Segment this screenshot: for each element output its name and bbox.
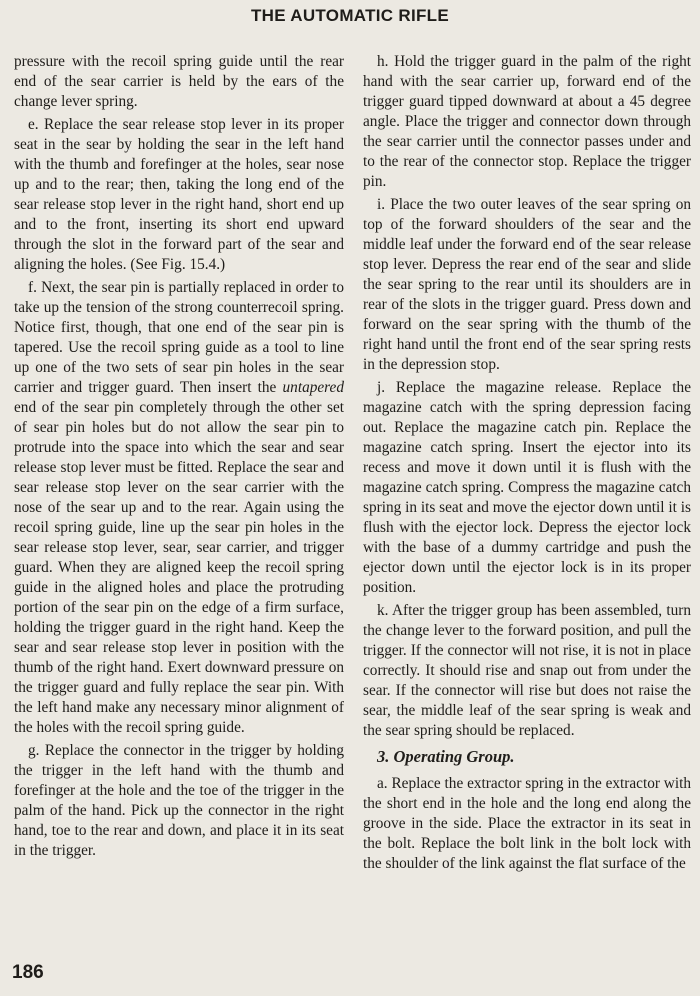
paragraph-a: a. Replace the extractor spring in the extractor with the short end in the hole and the long end along the groove in the side. Place the extractor in its seat in the bolt. Replace the bolt link in the bolt lock with the shoulder of the link against the flat surface of the xyxy=(363,775,691,872)
paragraph-f-part-2: end of the sear pin completely through the other set of sear pin holes but do not allow the sear pin to protrude into the space into which the sear and sear release stop lever must be fitted. Replace the sear and sear release stop lever on the sear carrier with the nose of the sear up and to the rear. Again using the recoil spring guide, line up the sear pin holes in the sear release stop lever, sear, sear carrier, and trigger guard. When they are aligned keep the recoil spring guide in the aligned holes and place the protruding portion of the sear pin on the edge of a firm surface, holding the trigger guard in the right hand. Keep the sear and sear release stop lever in position with the thumb of the right hand. Exert downward pressure on the trigger guard and fully replace the sear pin. With the left hand make any necessary minor alignment of the holes with the recoil spring guide. xyxy=(14,399,344,736)
paragraph-continued: pressure with the recoil spring guide until the rear end of the sear carrier is held by the ears of the change lever spring. xyxy=(14,53,344,110)
paragraph-h: h. Hold the trigger guard in the palm of the right hand with the sear carrier up, forward end of the trigger guard tipped downward at about a 45 degree angle. Place the trigger and connector down through the sear carrier until the connector passes under and to the rear of the connector stop. Replace the trigger pin. xyxy=(363,53,691,190)
paragraph-f-part-1: f. Next, the sear pin is partially replaced in order to take up the tension of the strong counterrecoil spring. Notice first, though, that one end of the sear pin is tapered. Use the recoil spring guide as a tool to line up one of the two sets of sear pin holes in the sear carrier and trigger guard. Then insert the xyxy=(14,279,344,396)
left-column xyxy=(14,52,344,864)
paragraph-g: g. Replace the connector in the trigger by holding the trigger in the left hand with the thumb and forefinger at the hole and the toe of the trigger in the palm of the hand. Pick up the connector in the right hand, toe to the rear and down, and place it in its seat in the trigger. xyxy=(14,742,344,859)
paragraph-f xyxy=(14,278,344,738)
emphasis-untapered: untapered xyxy=(282,379,344,396)
page-number: 186 xyxy=(12,962,44,983)
paragraph-i: i. Place the two outer leaves of the sear spring on top of the forward shoulders of the sear and the middle leaf under the forward end of the sear release stop lever. Depress the rear end of the sear and slide the sear spring to the rear until its shoulders are in rear of the slots in the trigger guard. Press down and forward on the sear spring with the thumb of the right hand until the front end of the sear spring rests in the depression stop. xyxy=(363,196,691,373)
running-head-title: THE AUTOMATIC RIFLE xyxy=(250,6,450,25)
section-heading-operating-group: 3. Operating Group. xyxy=(377,747,515,766)
paragraph-j: j. Replace the magazine release. Replace the magazine catch with the spring depression facing out. Replace the magazine catch pin. Replace the magazine catch spring. Insert the ejector into its recess and move it down until it is flush with the magazine catch spring. Compress the magazine catch spring in its seat and move the ejector down until it is flush with the ejector lock. Depress the ejector lock with the base of a dummy cartridge and push the ejector down until the ejector lock is in its proper position. xyxy=(363,379,691,596)
paragraph-k: k. After the trigger group has been assembled, turn the change lever to the forward position, and pull the trigger. If the connector will not rise, it is not in place correctly. It should rise and snap out from under the sear. If the connector will rise but does not raise the sear, the middle leaf of the sear spring is weak and the sear spring should be replaced. xyxy=(363,602,691,739)
paragraph-e: e. Replace the sear release stop lever in its proper seat in the sear by holding the sear in the left hand with the thumb and forefinger at the holes, sear nose up and to the rear; then, taking the long end of the sear release stop lever in the right hand, short end up and to the front, inserting its short end upward through the slot in the forward part of the sear and aligning the holes. (See Fig. 15.4.) xyxy=(14,116,344,273)
right-column xyxy=(363,52,691,877)
